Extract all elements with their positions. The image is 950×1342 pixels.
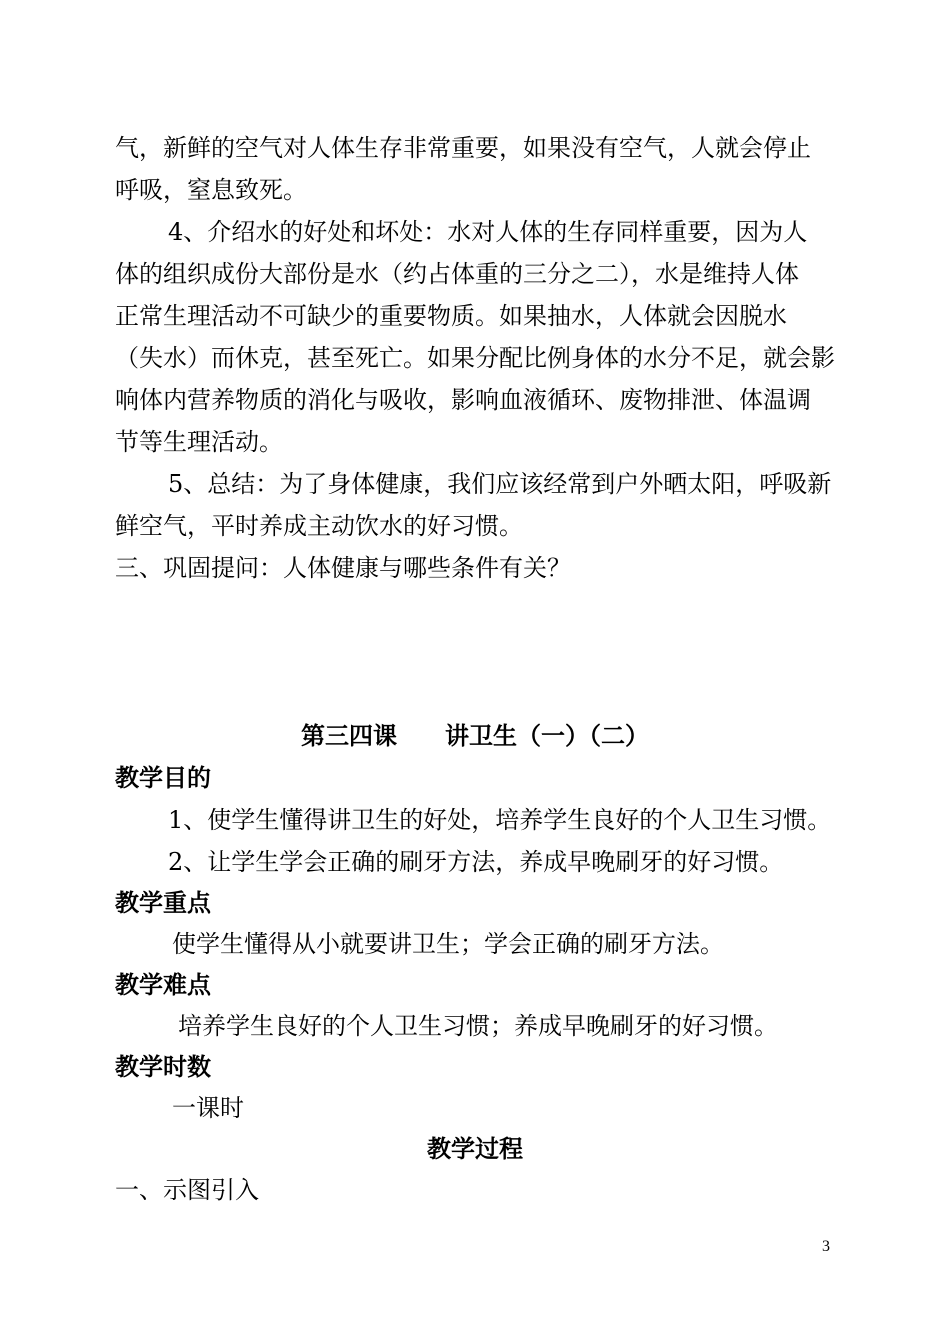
objective-item: 2、让学生学会正确的刷牙方法，养成早晚刷牙的好习惯。 (168, 848, 784, 876)
difficulty-heading: 教学难点 (115, 970, 211, 999)
paragraph-line: 气，新鲜的空气对人体生存非常重要，如果没有空气，人就会停止 (115, 134, 811, 162)
page-number: 3 (822, 1238, 830, 1255)
paragraph-line: 4、介绍水的好处和坏处：水对人体的生存同样重要，因为人 (168, 218, 808, 246)
paragraph-line: 5、总结：为了身体健康，我们应该经常到户外晒太阳，呼吸新 (168, 470, 832, 498)
hours-value: 一课时 (172, 1094, 244, 1122)
difficulty-point: 培养学生良好的个人卫生习惯；养成早晚刷牙的好习惯。 (178, 1012, 778, 1040)
key-point: 使学生懂得从小就要讲卫生；学会正确的刷牙方法。 (172, 930, 724, 958)
paragraph-line: 响体内营养物质的消化与吸收，影响血液循环、废物排泄、体温调 (115, 386, 811, 414)
key-heading: 教学重点 (115, 888, 211, 917)
hours-heading: 教学时数 (115, 1052, 211, 1081)
lesson-title (0, 722, 950, 750)
paragraph-line: 鲜空气，平时养成主动饮水的好习惯。 (115, 512, 523, 540)
objective-item: 1、使学生懂得讲卫生的好处，培养学生良好的个人卫生习惯。 (168, 806, 832, 834)
process-step: 一、示图引入 (115, 1176, 259, 1204)
paragraph-line: 呼吸，窒息致死。 (115, 176, 307, 204)
paragraph-line: 三、巩固提问：人体健康与哪些条件有关？ (115, 554, 571, 582)
lesson-number: 第三四课 (301, 721, 397, 750)
paragraph-line: 正常生理活动不可缺少的重要物质。如果抽水，人体就会因脱水 (115, 302, 787, 330)
paragraph-line: 节等生理活动。 (115, 428, 283, 456)
lesson-name: 讲卫生（一）（二） (445, 721, 649, 750)
objective-heading: 教学目的 (115, 763, 211, 792)
process-heading: 教学过程 (427, 1134, 523, 1163)
paragraph-line: 体的组织成份大部份是水（约占体重的三分之二），水是维持人体 (115, 260, 799, 288)
paragraph-line: （失水）而休克，甚至死亡。如果分配比例身体的水分不足，就会影 (115, 344, 835, 372)
